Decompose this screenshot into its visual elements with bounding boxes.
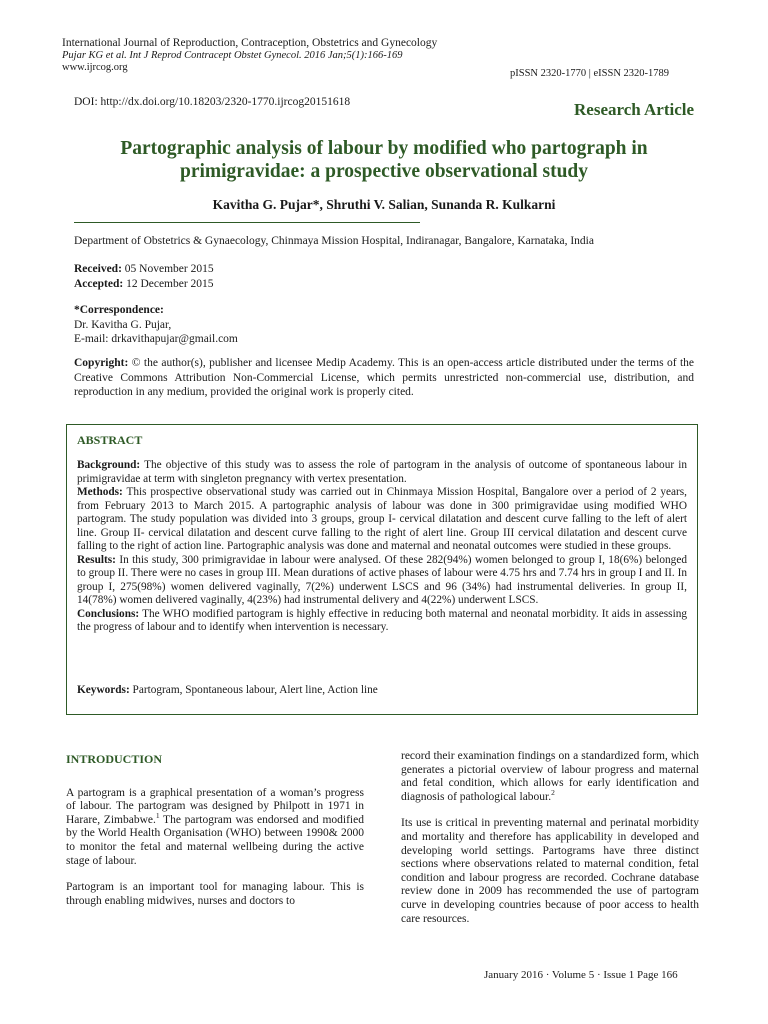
affiliation: Department of Obstetrics & Gynaecology, Chinmaya Mission Hospital, Indiranagar, Bangalore, Karnataka, India	[74, 235, 594, 247]
correspondence	[74, 303, 238, 347]
right-column	[401, 750, 699, 939]
abstract-body	[77, 459, 687, 635]
authors: Kavitha G. Pujar*, Shruthi V. Salian, Sunanda R. Kulkarni	[212, 197, 556, 212]
reference-1[interactable]: 1	[155, 810, 160, 820]
abstract-background: Background: The objective of this study was to assess the role of partogram in the analysis of outcome of spontaneous labour in primigravidae at term with singleton pregnancy with vertex presentation.	[77, 459, 688, 485]
intro-paragraph-3: record their examination findings on a standardized form, which generates a pictorial overview of labour progress and maternal and fetal condition, which allows for early identification and diagnosis of pathological labour.$^2$	[401, 750, 699, 803]
title-line-1: Partographic analysis of labour by modified who partograph in	[120, 138, 648, 159]
correspondence-label: *Correspondence:	[74, 304, 164, 316]
dates	[74, 262, 214, 291]
correspondence-email[interactable]: E-mail: drkavithapujar@gmail.com	[74, 333, 238, 345]
journal-url[interactable]: www.ijrcog.org	[62, 62, 128, 73]
abstract-keywords: Keywords: Partogram, Spontaneous labour, Alert line, Action line	[77, 684, 378, 696]
abstract-box	[66, 424, 698, 715]
intro-paragraph-1: A partogram is a graphical presentation of a woman’s progress of labour. The partogram was designed by Philpott in 1971 in Harare, Zimbabwe.$^1$ The partogram was endorsed and modified by the World Health Organisation (WHO) between 1990& 2000 to monitor the fetal and maternal wellbeing during the active stage of labour.	[66, 786, 364, 867]
left-column	[66, 750, 364, 921]
reference-2[interactable]: 2	[551, 787, 555, 797]
received-date: Received: 05 November 2015	[74, 263, 214, 275]
doi-link[interactable]: DOI: http://dx.doi.org/10.18203/2320-1770.ijrcog20151618	[74, 96, 351, 108]
article-title	[60, 137, 708, 183]
abstract-results: Results: In this study, 300 primigravidae in labour were analysed. Of these 282(94%) women belonged to group I, 18(6%) belonged to group II. There were no cases in group III. Mean durations of active phases of labour were 4.75 hrs and 7.74 hrs in group I and II. In group I, 275(98%) women delivered vaginally, 7(2%) underwent LSCS and 96 (34%) had instrumental deliveries. In group II, 14(78%) women delivered vaginally, 4(23%) had instrumental delivery and 4(22%) underwent LSCS.	[77, 553, 687, 606]
abstract-methods: Methods: This prospective observational study was carried out in Chinmaya Mission Hospital, Bangalore over a period of 2 years, from February 2013 to March 2015. A partographic analysis of labour was done in 300 primigravidae using modified WHO partogram. The study population was divided into 3 groups, group I- cervical dilatation and descent curve falling to the left of alert line. Group II- cervical dilatation and descent curve falling to the right of alert line. Group III cervical dilatation and descent curve falling to the right of action line. Partographic analysis was done and maternal and neonatal outcomes were studied in these groups.	[77, 486, 687, 552]
title-divider	[74, 222, 420, 223]
citation: Pujar KG et al. Int J Reprod Contracept Obstet Gynecol. 2016 Jan;5(1):166-169	[62, 50, 403, 61]
introduction-heading: INTRODUCTION	[66, 752, 163, 766]
correspondence-name: Dr. Kavitha G. Pujar,	[74, 318, 172, 331]
abstract-conclusions: Conclusions: The WHO modified partogram is highly effective in reducing both maternal and neonatal morbidity. It aids in assessing the progress of labour and to identify when intervention is necessary.	[77, 607, 688, 633]
copyright: Copyright: © the author(s), publisher and licensee Medip Academy. This is an open-access article distributed under the terms of the Creative Commons Attribution Non-Commercial License, which permits unrestricted non-commercial use, distribution, and reproduction in any medium, provided the original work is properly cited.	[74, 357, 694, 398]
issn: pISSN 2320-1770 | eISSN 2320-1789	[510, 68, 670, 79]
intro-paragraph-4: Its use is critical in preventing maternal and perinatal morbidity and mortality and therefore has applicability in developed and developing world settings. Partograms have three distinct sections where observations related to maternal condition, fetal condition and labour progress are recorded. Cochrane database review done in 2009 has recommended the use of partogram curve in developing countries because of poor access to health care resources.	[401, 817, 699, 925]
page-footer: January 2016 · Volume 5 · Issue 1 Page 166	[484, 969, 678, 981]
intro-paragraph-2: Partogram is an important tool for managing labour. This is through enabling midwives, nurses and doctors to	[66, 881, 364, 907]
abstract-heading: ABSTRACT	[77, 433, 143, 447]
journal-name: International Journal of Reproduction, Contraception, Obstetrics and Gynecology	[62, 37, 438, 49]
accepted-date: Accepted: 12 December 2015	[74, 277, 214, 290]
article-type: Research Article	[574, 100, 695, 119]
title-line-2: primigravidae: a prospective observational study	[179, 161, 589, 182]
